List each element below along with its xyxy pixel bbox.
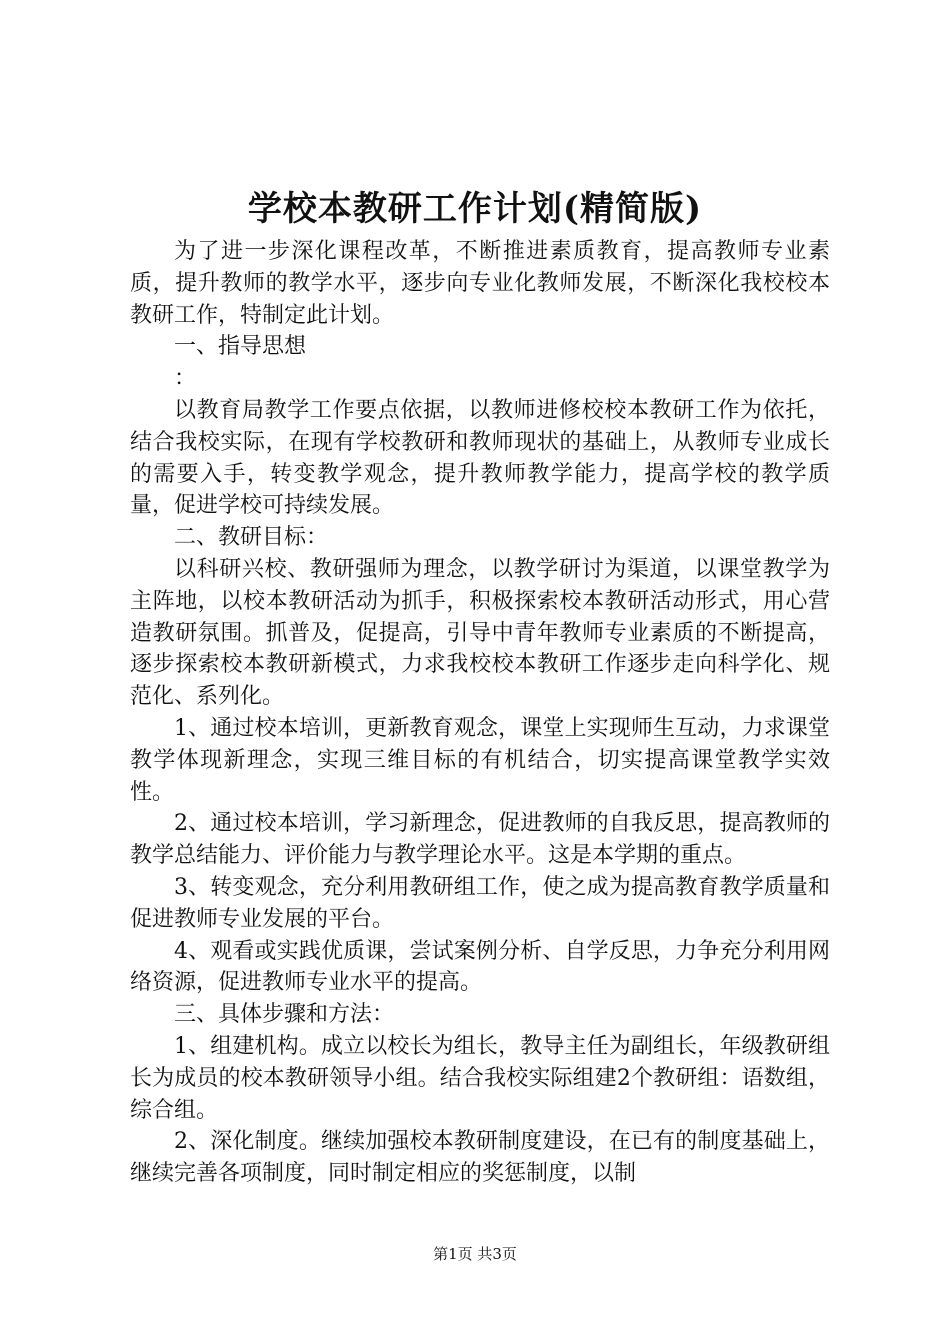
- document-title: 学校本教研工作计划(精简版): [247, 189, 703, 229]
- section-heading-guiding-ideology: 一、指导思想: [174, 334, 307, 360]
- step-item-2: 2、深化制度。继续加强校本教研制度建设，在已有的制度基础上，继续完善各项制度，同时制定相应的奖惩制度，以制: [130, 1129, 830, 1187]
- document-body: [130, 236, 830, 1190]
- section-heading-research-goals: 二、教研目标：: [174, 525, 329, 551]
- goal-item-4: 4、观看或实践优质课，尝试案例分析、自学反思，力争充分利用网络资源，促进教师专业水平的提高。: [130, 938, 830, 996]
- page-footer: 第1页 共3页: [433, 1245, 517, 1263]
- goal-item-1: 1、通过校本培训，更新教育观念，课堂上实现师生互动，力求课堂教学体现新理念，实现三维目标的有机结合，切实提高课堂教学实效性。: [130, 715, 830, 805]
- colon-line: ：: [174, 366, 197, 392]
- intro-paragraph: 为了进一步深化课程改革，不断推进素质教育，提高教师专业素质，提升教师的教学水平，逐步向专业化教师发展，不断深化我校校本教研工作，特制定此计划。: [130, 239, 830, 328]
- section-heading-steps-methods: 三、具体步骤和方法：: [174, 1002, 395, 1028]
- guiding-ideology-paragraph: 以教育局教学工作要点依据，以教师进修校校本教研工作为依托，结合我校实际，在现有学校教研和教师现状的基础上，从教师专业成长的需要入手，转变教学观念，提升教师教学能力，提高学校的教学质量，促进学校可持续发展。: [130, 397, 830, 519]
- research-goals-paragraph: 以科研兴校、教研强师为理念，以教学研讨为渠道，以课堂教学为主阵地，以校本教研活动为抓手，积极探索校本教研活动形式，用心营造教研氛围。抓普及，促提高，引导中青年教师专业素质的不断提高，逐步探索校本教研新模式，力求我校校本教研工作逐步走向科学化、规范化、系列化。: [130, 556, 830, 710]
- step-item-1: 1、组建机构。成立以校长为组长，教导主任为副组长，年级教研组长为成员的校本教研领导小组。结合我校实际组建2个教研组：语数组，综合组。: [130, 1033, 830, 1123]
- goal-item-3: 3、转变观念，充分利用教研组工作，使之成为提高教育教学质量和促进教师专业发展的平台。: [130, 874, 830, 932]
- goal-item-2: 2、通过校本培训，学习新理念，促进教师的自我反思，提高教师的教学总结能力、评价能力与教学理论水平。这是本学期的重点。: [130, 811, 830, 869]
